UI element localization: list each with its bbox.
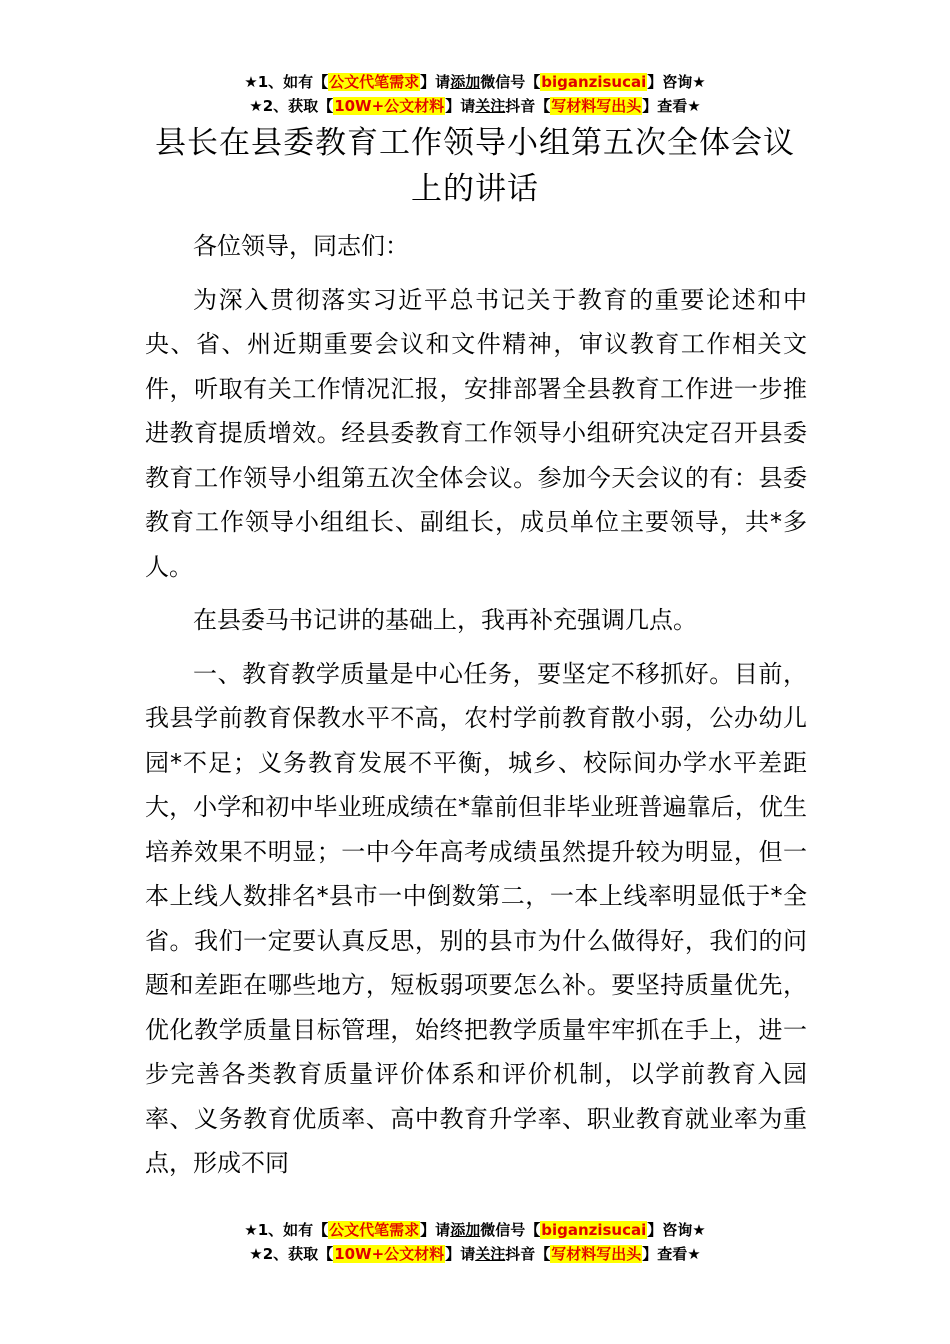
document-title: 县长在县委教育工作领导小组第五次全体会议上的讲话: [155, 125, 795, 207]
paragraph: 在县委马书记讲的基础上，我再补充强调几点。: [193, 606, 697, 634]
highlight-text: 公文代笔需求: [329, 73, 420, 91]
salutation: 各位领导，同志们：: [193, 232, 409, 260]
wechat-id: biganzisucai: [541, 73, 647, 91]
promo-banner-bottom: [0, 1218, 950, 1266]
promo-line-2: ★2、获取【10W+公文材料】请关注抖音【写材料写出头】查看★: [249, 97, 701, 115]
wechat-id: biganzisucai: [541, 1221, 647, 1239]
douyin-id: 写材料写出头: [551, 97, 642, 115]
promo-line-1: ★1、如有【公文代笔需求】请添加微信号【biganzisucai】咨询★: [244, 1221, 706, 1239]
promo-line-2: ★2、获取【10W+公文材料】请关注抖音【写材料写出头】查看★: [249, 1245, 701, 1263]
promo-line-1: ★1、如有【公文代笔需求】请添加微信号【biganzisucai】咨询★: [244, 73, 706, 91]
document-body: [145, 224, 807, 1195]
promo-banner-top: [0, 70, 950, 118]
highlight-text: 10W+公文材料: [334, 97, 445, 115]
highlight-text: 公文代笔需求: [329, 1221, 420, 1239]
douyin-id: 写材料写出头: [551, 1245, 642, 1263]
paragraph: 一、教育教学质量是中心任务，要坚定不移抓好。目前，我县学前教育保教水平不高，农村学前教育散小弱，公办幼儿园*不足；义务教育发展不平衡，城乡、校际间办学水平差距大，小学和初中毕业班成绩在*靠前但非毕业班普遍靠后，优生培养效果不明显；一中今年高考成绩虽然提升较为明显，但一本上线人数排名*县市一中倒数第二，一本上线率明显低于*全省。我们一定要认真反思，别的县市为什么做得好，我们的问题和差距在哪些地方，短板弱项要怎么补。要坚持质量优先，优化教学质量目标管理，始终把教学质量牢牢抓在手上，进一步完善各类教育质量评价体系和评价机制，以学前教育入园率、义务教育优质率、高中教育升学率、职业教育就业率为重点，形成不同: [145, 659, 807, 1177]
paragraph: 为深入贯彻落实习近平总书记关于教育的重要论述和中央、省、州近期重要会议和文件精神，审议教育工作相关文件，听取有关工作情况汇报，安排部署全县教育工作进一步推进教育提质增效。经县委教育工作领导小组研究决定召开县委教育工作领导小组第五次全体会议。参加今天会议的有：县委教育工作领导小组组长、副组长，成员单位主要领导，共*多人。: [145, 285, 807, 581]
highlight-text: 10W+公文材料: [334, 1245, 445, 1263]
